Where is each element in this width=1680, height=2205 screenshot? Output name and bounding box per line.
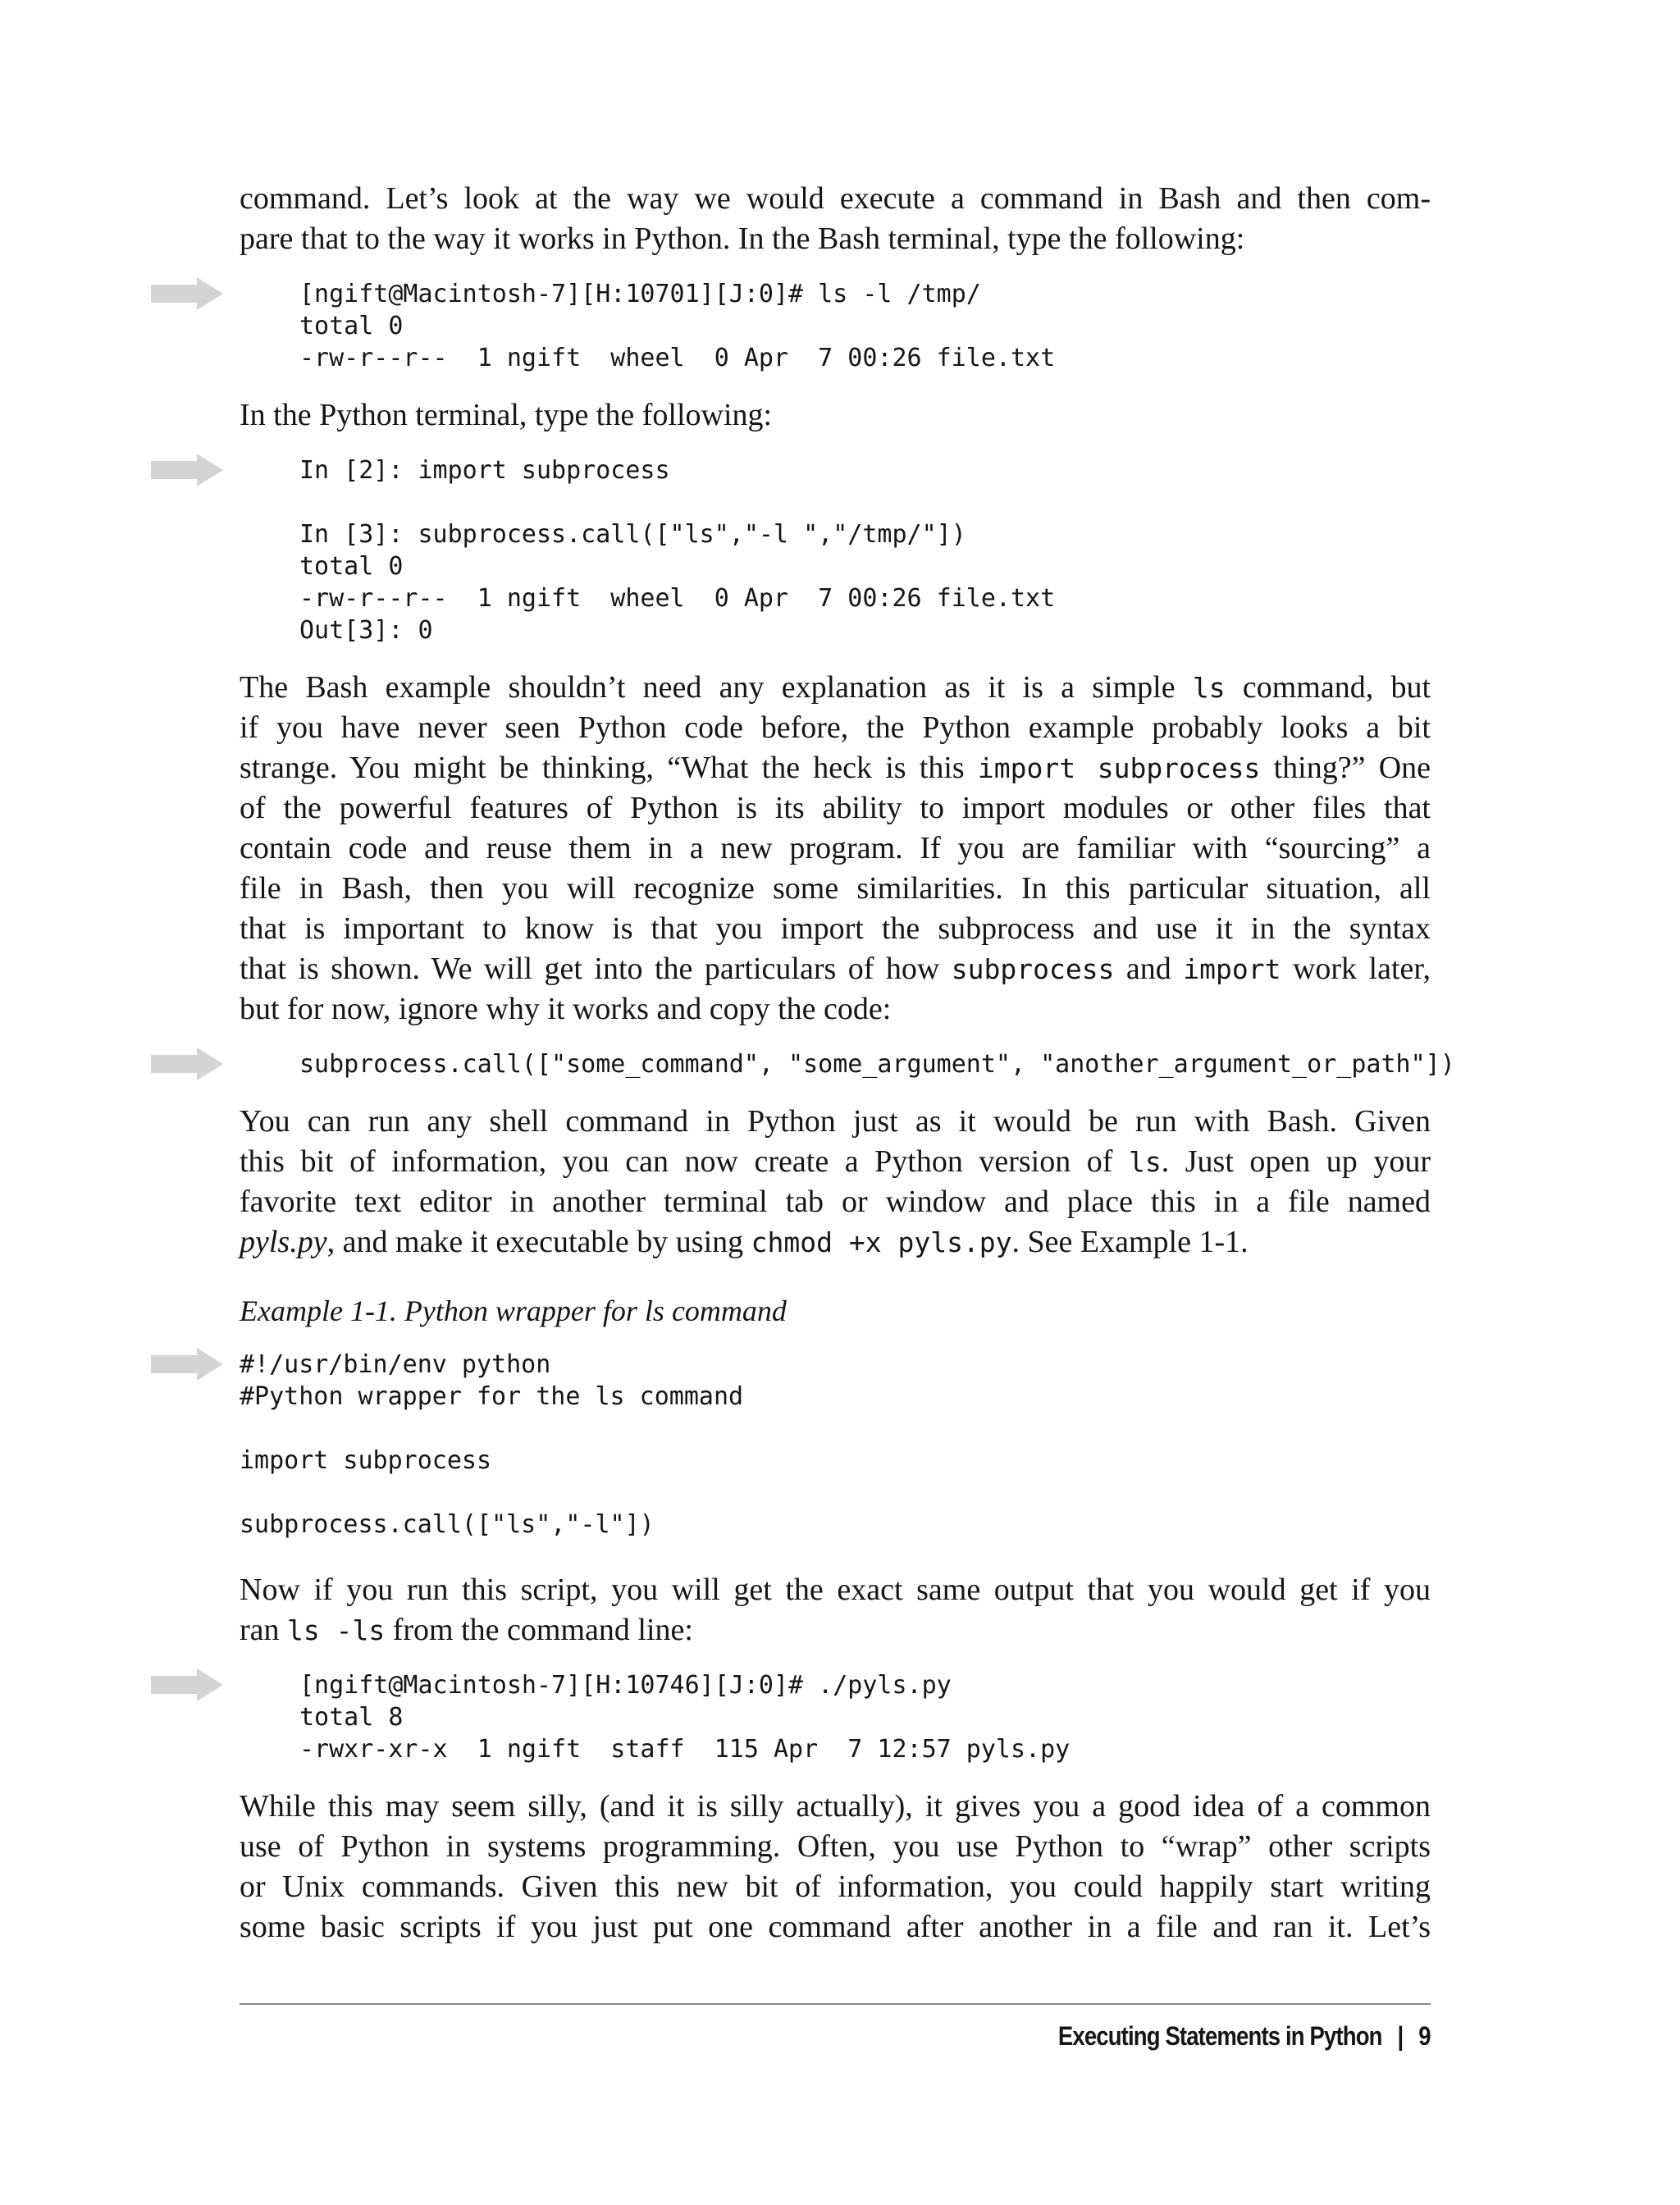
code-line: total 0 [299, 552, 404, 581]
text-line [240, 748, 1431, 788]
filename-emphasis: pyls.py [240, 1225, 327, 1259]
inline-code: import [1183, 953, 1281, 985]
margin-arrow-icon [151, 277, 223, 310]
text-run: that is shown. We will get into the particulars of how [240, 952, 952, 986]
code-line: -rwxr-xr-x 1 ngift staff 115 Apr 7 12:57 pyls.py [299, 1735, 1071, 1764]
text-line: if you have never seen Python code before, the Python example probably looks a bit [240, 710, 1431, 745]
code-line: [ngift@Macintosh-7][H:10701][J:0]# ls -l /tmp/ [299, 280, 981, 308]
code-line [240, 1413, 743, 1445]
code-line: #!/usr/bin/env python [240, 1350, 551, 1379]
footer-separator: | [1397, 2021, 1404, 2051]
code-line: -rw-r--r-- 1 ngift wheel 0 Apr 7 00:26 file.txt [299, 344, 1056, 372]
paragraph-run-script [240, 1570, 1431, 1650]
text-line [240, 668, 1431, 708]
text-line: file in Bash, then you will recognize some similarities. In this particular situation, all [240, 871, 1431, 906]
text-line: You can run any shell command in Python just as it would be run with Bash. Given [240, 1104, 1431, 1139]
text-line: In the Python terminal, type the following: [240, 398, 773, 432]
text-line: favorite text editor in another terminal tab or window and place this in a file named [240, 1185, 1431, 1219]
code-line: [ngift@Macintosh-7][H:10746][J:0]# ./pyls.py [299, 1671, 952, 1700]
code-block-python-session [299, 454, 1055, 646]
text-run: . See Example 1-1. [1011, 1225, 1249, 1259]
text-line [240, 1222, 1431, 1262]
margin-arrow-icon [151, 1048, 223, 1080]
footer-rule [240, 2003, 1431, 2005]
code-line: #Python wrapper for the ls command [240, 1382, 744, 1411]
text-run: . Just open up your [1161, 1144, 1431, 1179]
code-block-bash-pyls [299, 1669, 1070, 1765]
text-run: thing?” One [1260, 751, 1431, 785]
text-run: , and make it executable by using [326, 1225, 751, 1259]
text-run: ran [240, 1613, 288, 1647]
code-block-bash-ls [299, 278, 1055, 374]
text-line [240, 1610, 1431, 1650]
margin-arrow-icon [151, 1348, 223, 1381]
code-line: -rw-r--r-- 1 ngift wheel 0 Apr 7 00:26 file.txt [299, 584, 1056, 613]
paragraph-python-terminal [240, 395, 1431, 436]
code-line: In [3]: subprocess.call(["ls","-l ","/tmp/"]) [299, 520, 966, 549]
code-line [240, 1477, 743, 1509]
inline-code: import subprocess [977, 752, 1261, 784]
inline-code: ls -ls [287, 1614, 386, 1646]
text-line: command. Let’s look at the way we would execute a command in Bash and then com- [240, 181, 1431, 216]
text-run: this bit of information, you can now create a Python version of [240, 1144, 1129, 1179]
code-line: subprocess.call(["ls","-l"]) [240, 1510, 655, 1539]
text-line: pare that to the way it works in Python. In the Bash terminal, type the following: [240, 221, 1245, 256]
page-number: 9 [1418, 2021, 1431, 2051]
text-line [240, 949, 1431, 989]
margin-arrow-icon [151, 1669, 223, 1701]
text-line: While this may seem silly, (and it is silly actually), it gives you a good idea of a common [240, 1789, 1431, 1824]
code-line: total 8 [299, 1703, 404, 1732]
page-footer [1058, 2016, 1431, 2056]
paragraph-intro [240, 179, 1431, 259]
text-line: or Unix commands. Given this new bit of information, you could happily start writing [240, 1869, 1431, 1904]
code-block-call-template [299, 1048, 1455, 1080]
inline-code: ls [1192, 672, 1226, 704]
code-line: subprocess.call(["some_command", "some_argument", "another_argument_or_path"]) [299, 1050, 1455, 1079]
inline-code: chmod +x pyls.py [751, 1226, 1012, 1258]
code-line: Out[3]: 0 [299, 616, 433, 645]
inline-code: ls [1128, 1146, 1162, 1178]
code-line [299, 486, 1055, 518]
text-run: work later, [1281, 952, 1431, 986]
paragraph-shell-command [240, 1102, 1431, 1262]
margin-arrow-icon [151, 454, 223, 486]
text-line: contain code and reuse them in a new program. If you are familiar with “sourcing” a [240, 831, 1431, 865]
text-line: of the powerful features of Python is its ability to import modules or other files that [240, 791, 1431, 825]
footer-section-title: Executing Statements in Python [1058, 2021, 1382, 2051]
text-run: The Bash example shouldn’t need any explanation as it is a simple [240, 670, 1193, 705]
code-line: import subprocess [240, 1446, 492, 1475]
paragraph-explanation [240, 668, 1431, 1029]
text-run: and [1114, 952, 1184, 986]
text-line: that is important to know is that you import the subprocess and use it in the syntax [240, 911, 1431, 946]
example-caption: Example 1-1. Python wrapper for ls command [240, 1294, 787, 1327]
code-line: total 0 [299, 312, 404, 340]
paragraph-conclusion [240, 1787, 1431, 1947]
text-line: but for now, ignore why it works and copy the code: [240, 992, 892, 1026]
text-line: use of Python in systems programming. Often, you use Python to “wrap” other scripts [240, 1829, 1431, 1864]
text-line [240, 1142, 1431, 1182]
code-line: In [2]: import subprocess [299, 456, 670, 485]
text-run: command, but [1225, 670, 1431, 705]
inline-code: subprocess [951, 953, 1115, 985]
text-run: strange. You might be thinking, “What the heck is this [240, 751, 978, 785]
code-block-example-script [240, 1349, 743, 1541]
text-line: Now if you run this script, you will get the exact same output that you would get if you [240, 1573, 1431, 1607]
text-line: some basic scripts if you just put one command after another in a file and ran it. Let’s [240, 1910, 1431, 1944]
text-run: from the command line: [385, 1613, 693, 1647]
